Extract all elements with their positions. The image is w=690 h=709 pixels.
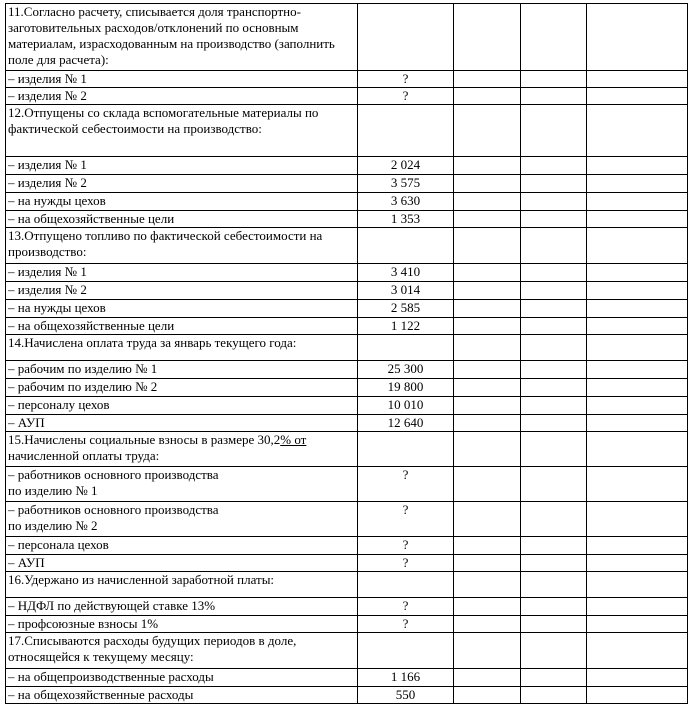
amount-cell <box>358 335 454 361</box>
amount-cell: 3 410 <box>358 264 454 282</box>
row-label <box>6 71 358 88</box>
row-label <box>6 537 358 555</box>
amount-cell: ? <box>358 502 454 537</box>
amount-cell: 3 575 <box>358 175 454 193</box>
empty-cell <box>521 572 587 598</box>
row-label-text: – на общехозяйственные цели <box>8 211 175 226</box>
underlined-text: % от <box>280 432 307 447</box>
empty-cell <box>587 4 688 71</box>
row-label-text: – рабочим по изделию № 1 <box>8 361 158 376</box>
empty-cell <box>454 687 521 704</box>
row-label <box>6 467 358 502</box>
empty-cell <box>587 157 688 175</box>
row-label <box>6 264 358 282</box>
row-label <box>6 157 358 175</box>
row-label <box>6 502 358 537</box>
amount-cell <box>358 228 454 264</box>
table-row <box>6 502 688 537</box>
empty-cell <box>587 105 688 157</box>
row-label-text-line2: по изделию № 1 <box>8 483 98 498</box>
empty-cell <box>454 415 521 432</box>
section-header-text: 13.Отпущено топливо по фактической себестоимости на производство: <box>6 228 358 264</box>
empty-cell <box>521 502 587 537</box>
row-label <box>6 687 358 704</box>
empty-cell <box>587 175 688 193</box>
row-label-text: – работников основного производства <box>8 502 219 517</box>
empty-cell <box>454 669 521 687</box>
empty-cell <box>521 687 587 704</box>
empty-cell <box>521 397 587 415</box>
empty-cell <box>454 572 521 598</box>
empty-cell <box>454 300 521 318</box>
empty-cell <box>587 282 688 300</box>
row-label <box>6 175 358 193</box>
section-header-row <box>6 335 688 361</box>
empty-cell <box>454 71 521 88</box>
row-label-text: – изделия № 2 <box>8 282 87 297</box>
empty-cell <box>454 88 521 105</box>
empty-cell <box>454 335 521 361</box>
empty-cell <box>587 193 688 211</box>
empty-cell <box>587 669 688 687</box>
amount-cell: 10 010 <box>358 397 454 415</box>
section-header-text: 17.Списываются расходы будущих периодов в доле, относящейся к текущему месяцу: <box>6 633 358 669</box>
empty-cell <box>454 397 521 415</box>
amount-cell: 2 024 <box>358 157 454 175</box>
empty-cell <box>521 105 587 157</box>
empty-cell <box>521 432 587 467</box>
table-row <box>6 467 688 502</box>
empty-cell <box>521 300 587 318</box>
row-label-text: – АУП <box>8 415 45 430</box>
empty-cell <box>587 379 688 397</box>
amount-cell: ? <box>358 71 454 88</box>
amount-cell: ? <box>358 88 454 105</box>
transactions-table <box>5 3 688 704</box>
amount-cell: ? <box>358 537 454 555</box>
empty-cell <box>454 467 521 502</box>
row-label <box>6 318 358 335</box>
empty-cell <box>454 616 521 633</box>
empty-cell <box>587 502 688 537</box>
empty-cell <box>521 555 587 572</box>
row-label-text: – персоналу цехов <box>8 397 110 412</box>
row-label-text: – работников основного производства <box>8 467 219 482</box>
table-row <box>6 157 688 175</box>
empty-cell <box>521 282 587 300</box>
empty-cell <box>587 537 688 555</box>
table-row <box>6 616 688 633</box>
empty-cell <box>521 467 587 502</box>
empty-cell <box>587 555 688 572</box>
empty-cell <box>587 71 688 88</box>
row-label <box>6 415 358 432</box>
row-label-text: – АУП <box>8 555 45 570</box>
empty-cell <box>454 633 521 669</box>
section-header-row <box>6 4 688 71</box>
amount-cell: 12 640 <box>358 415 454 432</box>
row-label <box>6 193 358 211</box>
table-row <box>6 379 688 397</box>
empty-cell <box>454 4 521 71</box>
empty-cell <box>587 264 688 282</box>
empty-cell <box>521 361 587 379</box>
empty-cell <box>521 537 587 555</box>
empty-cell <box>454 211 521 228</box>
row-label-text: – изделия № 1 <box>8 264 87 279</box>
empty-cell <box>587 88 688 105</box>
table-row <box>6 537 688 555</box>
amount-cell <box>358 633 454 669</box>
empty-cell <box>521 71 587 88</box>
row-label <box>6 88 358 105</box>
amount-cell: ? <box>358 467 454 502</box>
empty-cell <box>454 228 521 264</box>
section-header-row <box>6 633 688 669</box>
empty-cell <box>454 264 521 282</box>
amount-cell <box>358 105 454 157</box>
section-header-text: 16.Удержано из начисленной заработной платы: <box>6 572 358 598</box>
amount-cell: ? <box>358 555 454 572</box>
empty-cell <box>521 193 587 211</box>
amount-cell <box>358 572 454 598</box>
empty-cell <box>521 616 587 633</box>
amount-cell: 550 <box>358 687 454 704</box>
row-label <box>6 397 358 415</box>
table-row <box>6 193 688 211</box>
empty-cell <box>521 4 587 71</box>
empty-cell <box>454 175 521 193</box>
section-header-row <box>6 432 688 467</box>
row-label-text: – на нужды цехов <box>8 193 106 208</box>
section-header-text <box>6 432 358 467</box>
empty-cell <box>454 105 521 157</box>
row-label-text-line2: по изделию № 2 <box>8 518 98 533</box>
empty-cell <box>454 361 521 379</box>
empty-cell <box>521 211 587 228</box>
empty-cell <box>521 157 587 175</box>
empty-cell <box>521 228 587 264</box>
empty-cell <box>454 318 521 335</box>
empty-cell <box>587 616 688 633</box>
empty-cell <box>587 415 688 432</box>
section-header-text: 12.Отпущены со склада вспомогательные материалы по фактической себестоимости на производство: <box>6 105 358 157</box>
row-label-text: – на общехозяйственные расходы <box>8 687 194 702</box>
amount-cell: 25 300 <box>358 361 454 379</box>
empty-cell <box>587 228 688 264</box>
table-row <box>6 300 688 318</box>
row-label <box>6 361 358 379</box>
row-label <box>6 669 358 687</box>
empty-cell <box>454 379 521 397</box>
empty-cell <box>454 537 521 555</box>
row-label <box>6 300 358 318</box>
empty-cell <box>454 193 521 211</box>
row-label-text: – изделия № 1 <box>8 157 87 172</box>
row-label-text: – персонала цехов <box>8 537 109 552</box>
empty-cell <box>587 397 688 415</box>
empty-cell <box>521 633 587 669</box>
table-row <box>6 415 688 432</box>
table-row <box>6 361 688 379</box>
table-row <box>6 175 688 193</box>
row-label-text: – на общепроизводственные расходы <box>8 669 214 684</box>
table-row <box>6 264 688 282</box>
table-row <box>6 211 688 228</box>
empty-cell <box>587 318 688 335</box>
empty-cell <box>587 211 688 228</box>
amount-cell: 3 630 <box>358 193 454 211</box>
table-row <box>6 71 688 88</box>
empty-cell <box>521 318 587 335</box>
table-row <box>6 318 688 335</box>
empty-cell <box>587 361 688 379</box>
amount-cell: 3 014 <box>358 282 454 300</box>
empty-cell <box>587 572 688 598</box>
section-header-row <box>6 228 688 264</box>
empty-cell <box>587 432 688 467</box>
empty-cell <box>454 598 521 616</box>
table-row <box>6 669 688 687</box>
table-row <box>6 555 688 572</box>
document-sheet <box>5 3 687 704</box>
empty-cell <box>521 379 587 397</box>
amount-cell <box>358 432 454 467</box>
empty-cell <box>454 555 521 572</box>
table-row <box>6 687 688 704</box>
empty-cell <box>587 598 688 616</box>
row-label <box>6 211 358 228</box>
row-label-text: – профсоюзные взносы 1% <box>8 616 159 631</box>
amount-cell: 2 585 <box>358 300 454 318</box>
amount-cell: 1 353 <box>358 211 454 228</box>
row-label <box>6 598 358 616</box>
section-header-text: 11.Согласно расчету, списывается доля транспортно-заготовительных расходов/отклонений по основным материалам, израсходованным на производство (заполнить поле для расчета): <box>6 4 358 71</box>
section-header-text: 14.Начислена оплата труда за январь текущего года: <box>6 335 358 361</box>
empty-cell <box>587 467 688 502</box>
row-label <box>6 282 358 300</box>
table-row <box>6 598 688 616</box>
amount-cell: ? <box>358 598 454 616</box>
section-header-row <box>6 105 688 157</box>
amount-cell: 1 166 <box>358 669 454 687</box>
row-label <box>6 555 358 572</box>
empty-cell <box>454 282 521 300</box>
row-label-text: – изделия № 2 <box>8 175 87 190</box>
row-label <box>6 616 358 633</box>
empty-cell <box>521 264 587 282</box>
table-row <box>6 88 688 105</box>
empty-cell <box>587 300 688 318</box>
section-header-row <box>6 572 688 598</box>
amount-cell: 1 122 <box>358 318 454 335</box>
row-label <box>6 379 358 397</box>
header-text-part: 15.Начислены социальные взносы в размере 30,2 <box>8 432 281 447</box>
empty-cell <box>521 88 587 105</box>
amount-cell: ? <box>358 616 454 633</box>
row-label-text: – НДФЛ по действующей ставке 13% <box>8 598 216 613</box>
row-label-text: – рабочим по изделию № 2 <box>8 379 158 394</box>
table-row <box>6 282 688 300</box>
empty-cell <box>587 335 688 361</box>
row-label-text: – изделия № 1 <box>8 71 87 86</box>
amount-cell: 19 800 <box>358 379 454 397</box>
empty-cell <box>454 432 521 467</box>
empty-cell <box>521 415 587 432</box>
empty-cell <box>587 633 688 669</box>
row-label-text: – на нужды цехов <box>8 300 106 315</box>
amount-cell <box>358 4 454 71</box>
empty-cell <box>521 175 587 193</box>
empty-cell <box>521 669 587 687</box>
empty-cell <box>521 598 587 616</box>
empty-cell <box>454 157 521 175</box>
empty-cell <box>454 502 521 537</box>
header-text-part: начисленной оплаты труда: <box>8 448 160 463</box>
empty-cell <box>587 687 688 704</box>
row-label-text: – изделия № 2 <box>8 88 87 103</box>
row-label-text: – на общехозяйственные цели <box>8 318 175 333</box>
table-row <box>6 397 688 415</box>
empty-cell <box>521 335 587 361</box>
